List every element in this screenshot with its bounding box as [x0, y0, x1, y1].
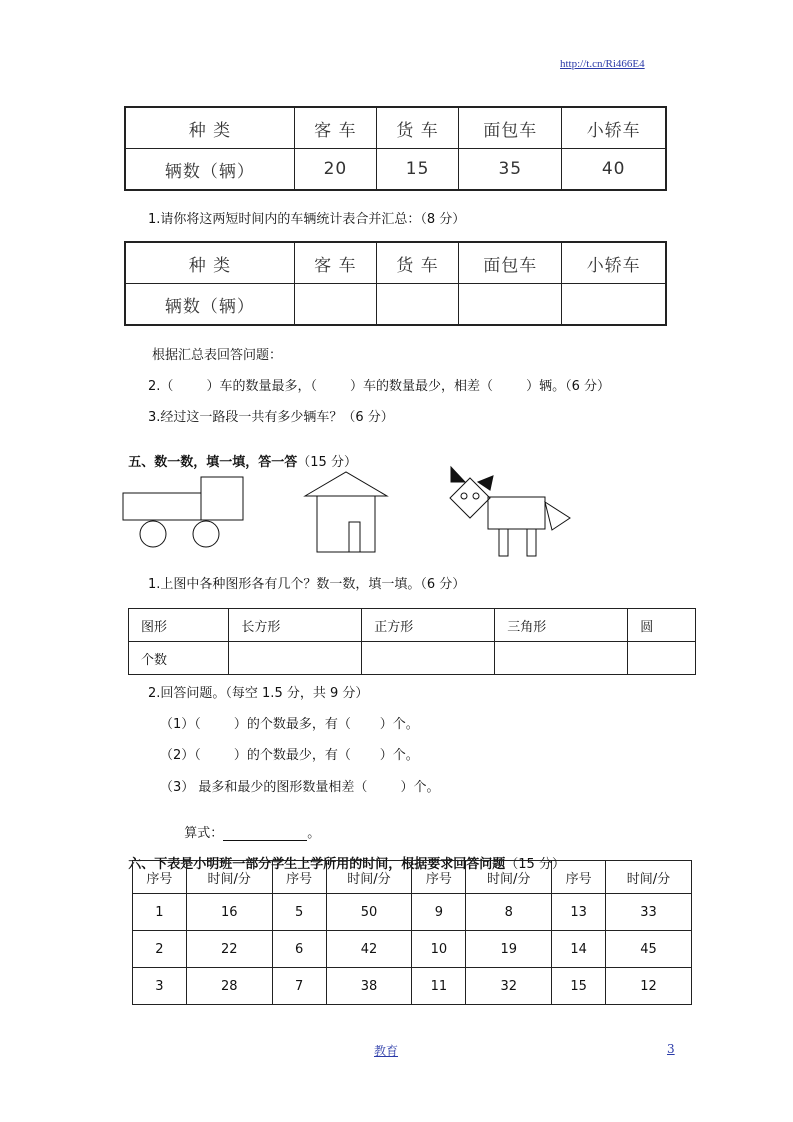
table-row [125, 149, 666, 191]
header-cell: 种 类 [125, 107, 294, 149]
section-score: （15 分） [297, 455, 357, 470]
leg-rectangle [527, 529, 536, 556]
table-cell: 10 [412, 931, 466, 968]
table-row [133, 861, 692, 894]
header-cell: 圆 [628, 609, 696, 642]
table-cell: 3 [133, 968, 187, 1005]
table-row [125, 284, 666, 326]
animal-figure [450, 467, 570, 556]
section-score: （15 分） [505, 857, 565, 872]
header-cell: 三角形 [495, 609, 628, 642]
answer-cell[interactable] [229, 642, 362, 675]
header-cell: 图形 [129, 609, 229, 642]
header-cell: 面包车 [459, 107, 562, 149]
table-cell: 38 [326, 968, 412, 1005]
answer-by-text: 根据汇总表回答问题： [152, 348, 283, 363]
section-title: 六、下表是小明班一部分学生上学所用的时间，根据要求回答问题 [128, 857, 506, 872]
table-cell: 11 [412, 968, 466, 1005]
shapes-figure [118, 462, 588, 562]
roof-triangle [305, 472, 387, 496]
formula-line [176, 807, 320, 841]
shape-count-table [128, 608, 696, 675]
table-cell: 8 [466, 894, 552, 931]
body-rectangle [488, 497, 545, 529]
value-cell: 40 [562, 149, 666, 191]
header-cell: 时间/分 [466, 861, 552, 894]
table-cell: 7 [272, 968, 326, 1005]
table-cell: 19 [466, 931, 552, 968]
table-row [129, 609, 696, 642]
question-2-part-2: （2）（ ）的个数最少，有（ ）个。 [160, 748, 419, 763]
header-cell: 小轿车 [562, 107, 666, 149]
table-cell: 1 [133, 894, 187, 931]
answer-cell[interactable] [459, 284, 562, 326]
value-cell: 15 [376, 149, 458, 191]
table-row [133, 931, 692, 968]
header-cell: 序号 [133, 861, 187, 894]
vehicle-table-1 [124, 106, 667, 191]
truck-cab-square [201, 477, 243, 520]
question-2-part-3: （3） 最多和最少的图形数量相差（ ）个。 [160, 780, 440, 795]
commute-time-table [132, 860, 692, 1005]
table-cell: 45 [605, 931, 691, 968]
answer-cell[interactable] [495, 642, 628, 675]
row-label: 辆数（辆） [125, 149, 294, 191]
header-cell: 货 车 [376, 107, 458, 149]
truck-wheel-circle [193, 521, 219, 547]
question-2-part-1: （1）（ ）的个数最多，有（ ）个。 [160, 717, 419, 732]
question-2: 2.（ ）车的数量最多，（ ）车的数量最少，相差（ ）辆。（6 分） [148, 379, 610, 394]
formula-label: 算式： [184, 826, 224, 841]
table-cell: 28 [186, 968, 272, 1005]
header-cell: 时间/分 [605, 861, 691, 894]
answer-cell[interactable] [294, 284, 376, 326]
question-1: 1.请你将这两短时间内的车辆统计表合并汇总：（8 分） [148, 212, 466, 227]
eye-circle [473, 493, 479, 499]
table-cell: 2 [133, 931, 187, 968]
header-cell: 序号 [272, 861, 326, 894]
section-5-question-1: 1.上图中各种图形各有几个？数一数，填一填。（6 分） [148, 577, 466, 592]
header-cell: 时间/分 [186, 861, 272, 894]
ear-triangle [451, 467, 465, 482]
row-label: 个数 [129, 642, 229, 675]
table-cell: 13 [552, 894, 606, 931]
question-3: 3.经过这一路段一共有多少辆车？（6 分） [148, 410, 394, 425]
table-cell: 42 [326, 931, 412, 968]
header-cell: 面包车 [459, 242, 562, 284]
header-cell: 客 车 [294, 242, 376, 284]
table-cell: 50 [326, 894, 412, 931]
leg-rectangle [499, 529, 508, 556]
table-cell: 14 [552, 931, 606, 968]
table-row [129, 642, 696, 675]
value-cell: 20 [294, 149, 376, 191]
house-wall-square [317, 496, 375, 552]
table-cell: 32 [466, 968, 552, 1005]
header-cell: 序号 [552, 861, 606, 894]
answer-cell[interactable] [628, 642, 696, 675]
answer-cell[interactable] [362, 642, 495, 675]
door-rectangle [349, 522, 360, 552]
footer-link[interactable]: 教育 [374, 1044, 399, 1058]
section-title: 五、数一数，填一填，答一答 [128, 455, 298, 470]
formula-period: 。 [307, 826, 321, 841]
truck-wheel-circle [140, 521, 166, 547]
table-row [133, 894, 692, 931]
table-cell: 15 [552, 968, 606, 1005]
truck-body-rectangle [123, 493, 201, 520]
header-cell: 客 车 [294, 107, 376, 149]
table-row [125, 242, 666, 284]
table-row [125, 107, 666, 149]
header-cell: 正方形 [362, 609, 495, 642]
table-cell: 9 [412, 894, 466, 931]
header-cell: 序号 [412, 861, 466, 894]
page-number[interactable]: 3 [667, 1042, 675, 1056]
answer-cell[interactable] [562, 284, 666, 326]
table-cell: 33 [605, 894, 691, 931]
table-cell: 12 [605, 968, 691, 1005]
tail-triangle [545, 502, 570, 530]
header-cell: 货 车 [376, 242, 458, 284]
header-link[interactable]: http://t.cn/Ri466E4 [560, 58, 645, 70]
row-label: 辆数（辆） [125, 284, 294, 326]
answer-cell[interactable] [376, 284, 458, 326]
truck-figure [123, 477, 243, 547]
section-5-question-2: 2.回答问题。（每空 1.5 分，共 9 分） [148, 686, 369, 701]
header-cell: 长方形 [229, 609, 362, 642]
table-cell: 6 [272, 931, 326, 968]
table-row [133, 968, 692, 1005]
house-figure [305, 472, 387, 552]
table-cell: 5 [272, 894, 326, 931]
vehicle-summary-table [124, 241, 667, 326]
table-cell: 16 [186, 894, 272, 931]
eye-circle [461, 493, 467, 499]
header-cell: 小轿车 [562, 242, 666, 284]
value-cell: 35 [459, 149, 562, 191]
header-cell: 时间/分 [326, 861, 412, 894]
header-cell: 种 类 [125, 242, 294, 284]
table-cell: 22 [186, 931, 272, 968]
